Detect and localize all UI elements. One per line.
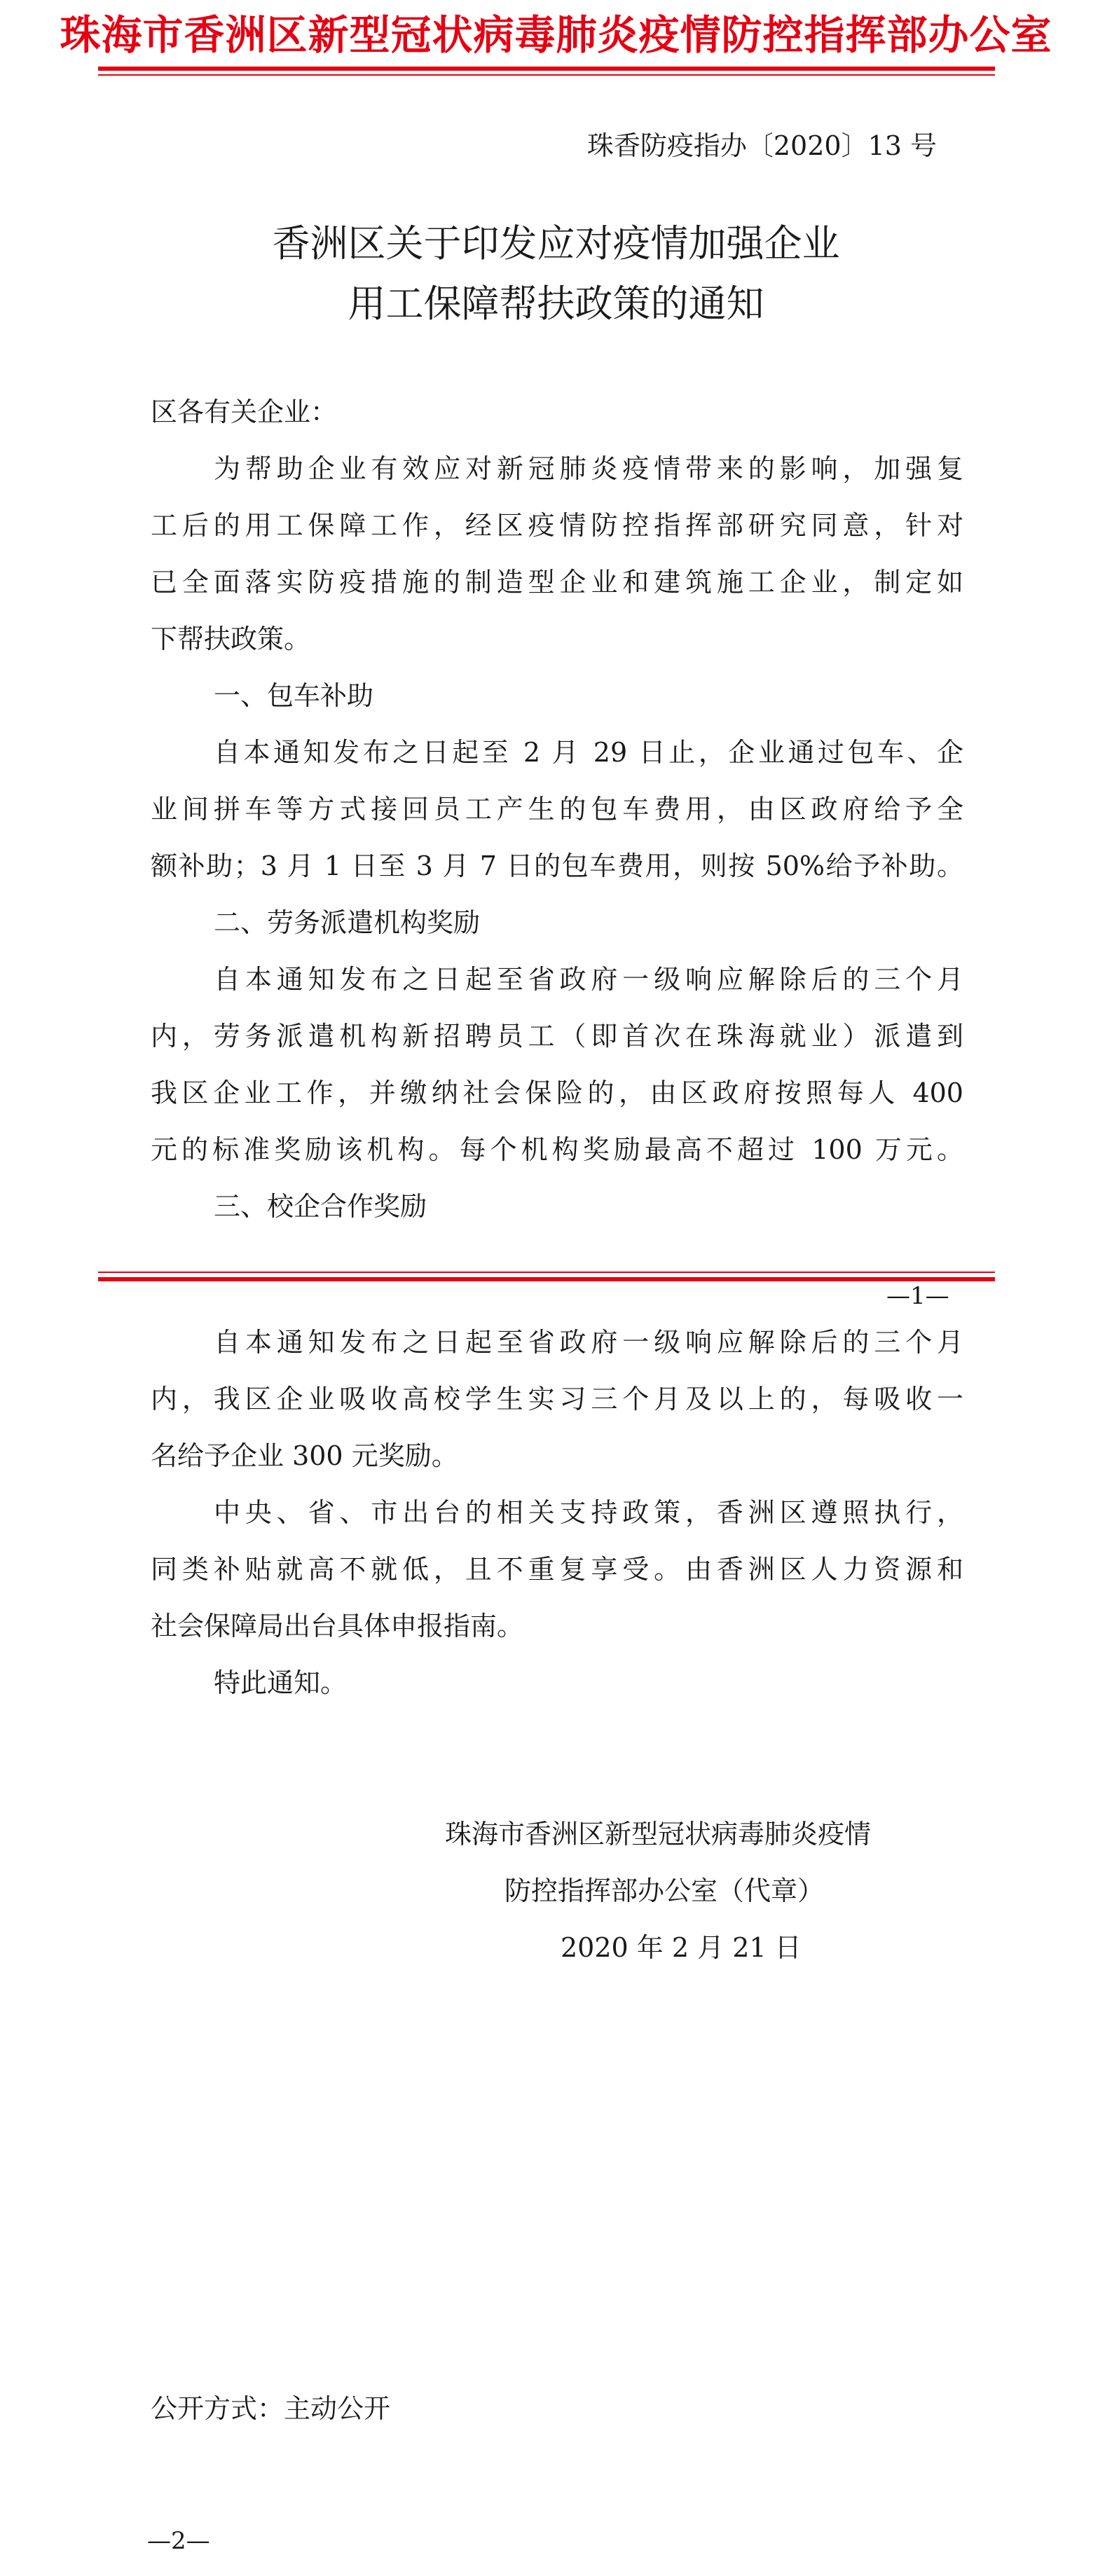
intro-line: 工后的用工保障工作，经区疫情防控指挥部研究同意，针对 — [151, 510, 963, 541]
page-2-number: —2— — [147, 2527, 210, 2555]
section-1-line: 自本通知发布之日起至 2 月 29 日止，企业通过包车、企 — [214, 737, 963, 768]
disclosure-line — [151, 2389, 390, 2428]
signature-issuer-line-1: 珠海市香洲区新型冠状病毒肺炎疫情 — [445, 1819, 872, 1850]
document-number: 珠香防疫指办〔2020〕13 号 — [586, 130, 937, 161]
closing-line: 中央、省、市出台的相关支持政策，香洲区遵照执行， — [214, 1497, 963, 1528]
disclosure-value: 主动公开 — [284, 2393, 391, 2424]
salutation: 区各有关企业： — [151, 397, 338, 427]
document-title-line-2: 用工保障帮扶政策的通知 — [348, 282, 764, 326]
disclosure-label: 公开方式： — [151, 2393, 284, 2424]
header-rule-thin — [98, 74, 995, 76]
page-1-number: —1— — [886, 1282, 949, 1310]
signature-date: 2020 年 2 月 21 日 — [561, 1932, 802, 1963]
section-3-line: 自本通知发布之日起至省政府一级响应解除后的三个月 — [214, 1327, 963, 1358]
intro-line: 为帮助企业有效应对新冠肺炎疫情带来的影响，加强复 — [214, 453, 963, 484]
section-1-heading: 一、包车补助 — [214, 680, 374, 711]
section-3-heading: 三、校企合作奖励 — [214, 1191, 427, 1222]
section-1-line: 额补助；3 月 1 日至 3 月 7 日的包车费用，则按 50%给予补助。 — [151, 850, 963, 881]
section-2-heading: 二、劳务派遣机构奖励 — [214, 907, 481, 938]
section-2-line: 元的标准奖励该机构。每个机构奖励最高不超过 100 万元。 — [151, 1134, 963, 1165]
closing-line: 同类补贴就高不就低，且不重复享受。由香洲区人力资源和 — [151, 1554, 963, 1585]
intro-line: 下帮扶政策。 — [151, 624, 311, 654]
page-break-rule-thick — [98, 1277, 995, 1281]
section-2-line: 自本通知发布之日起至省政府一级响应解除后的三个月 — [214, 964, 963, 995]
document-title-line-1: 香洲区关于印发应对疫情加强企业 — [272, 221, 840, 266]
intro-line: 已全面落实防疫措施的制造型企业和建筑施工企业，制定如 — [151, 567, 963, 598]
issuer-header-title: 珠海市香洲区新型冠状病毒肺炎疫情防控指挥部办公室 — [60, 11, 1052, 59]
section-3-line: 名给予企业 300 元奖励。 — [151, 1440, 458, 1471]
section-3-line: 内，我区企业吸收高校学生实习三个月及以上的，每吸收一 — [151, 1384, 963, 1414]
closing-line: 社会保障局出台具体申报指南。 — [151, 1611, 524, 1641]
section-2-line: 内，劳务派遣机构新招聘员工（即首次在珠海就业）派遣到 — [151, 1021, 963, 1052]
closing-end: 特此通知。 — [214, 1667, 348, 1698]
page-break-rule-thin — [98, 1272, 995, 1273]
section-2-line: 我区企业工作，并缴纳社会保险的，由区政府按照每人 400 — [151, 1077, 963, 1108]
signature-issuer-line-2: 防控指挥部办公室（代章） — [504, 1875, 825, 1906]
header-rule-thick — [98, 67, 995, 71]
section-1-line: 业间拼车等方式接回员工产生的包车费用，由区政府给予全 — [151, 794, 963, 825]
